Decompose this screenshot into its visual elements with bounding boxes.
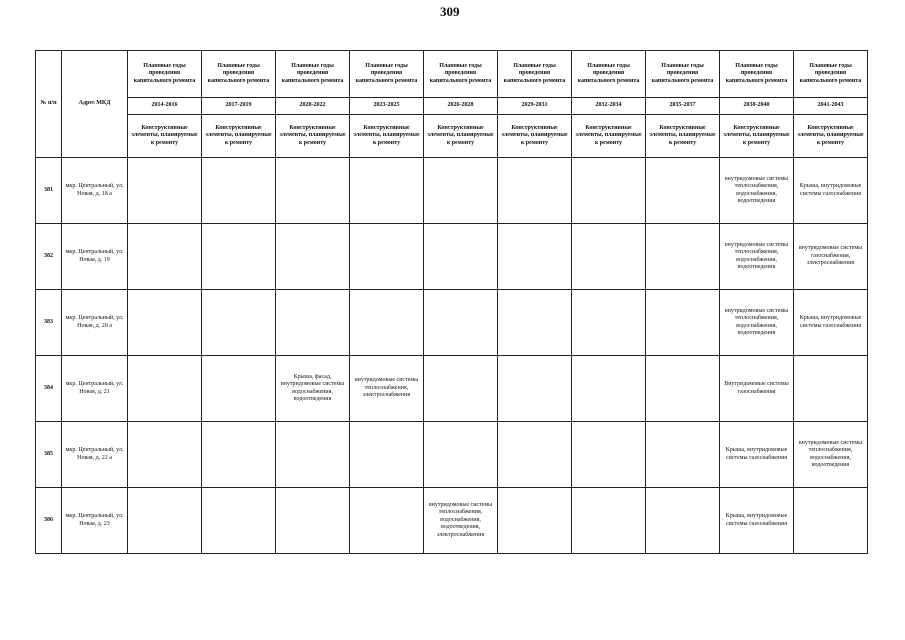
table-cell: Крыша, внутридомовые системы газоснабжения [720, 488, 794, 554]
table-cell: Крыша, внутридомовые системы газоснабжения [794, 290, 868, 356]
table-cell [202, 290, 276, 356]
table-cell [202, 356, 276, 422]
table-cell [498, 224, 572, 290]
table-cell [572, 224, 646, 290]
row-number: 382 [36, 224, 62, 290]
table-cell [350, 422, 424, 488]
table-row [36, 422, 868, 488]
table-cell: Крыша, внутридомовые системы газоснабжения [794, 158, 868, 224]
header-period-title: Плановые годы проведения капитального ремонта [202, 51, 276, 98]
table-cell [424, 356, 498, 422]
table-cell [646, 422, 720, 488]
header-period-years: 2029-2031 [498, 98, 572, 115]
header-period-title: Плановые годы проведения капитального ремонта [646, 51, 720, 98]
row-address: мкр. Центральный, ул. Новая, д. 22 а [62, 422, 128, 488]
header-elements-label: Конструктивные элементы, планируемые к ремонту [572, 115, 646, 158]
table-cell [128, 422, 202, 488]
header-row-elements [36, 115, 868, 158]
header-elements-label: Конструктивные элементы, планируемые к ремонту [128, 115, 202, 158]
table-row [36, 290, 868, 356]
header-period-title: Плановые годы проведения капитального ремонта [720, 51, 794, 98]
header-period-years: 2017-2019 [202, 98, 276, 115]
table-cell [128, 224, 202, 290]
table-cell [276, 422, 350, 488]
header-period-title: Плановые годы проведения капитального ремонта [128, 51, 202, 98]
header-address: Адрес МКД [62, 51, 128, 158]
table-cell [276, 158, 350, 224]
table-cell [276, 290, 350, 356]
table-cell [128, 488, 202, 554]
table-cell [350, 290, 424, 356]
row-address: мкр. Центральный, ул. Новая, д. 19 [62, 224, 128, 290]
table-cell [128, 290, 202, 356]
table-cell [572, 356, 646, 422]
table-cell [202, 422, 276, 488]
table-row [36, 488, 868, 554]
header-period-title: Плановые годы проведения капитального ремонта [350, 51, 424, 98]
header-elements-label: Конструктивные элементы, планируемые к ремонту [498, 115, 572, 158]
header-elements-label: Конструктивные элементы, планируемые к ремонту [350, 115, 424, 158]
table-cell [498, 488, 572, 554]
table-cell [350, 158, 424, 224]
capital-repair-plan-table [35, 50, 868, 554]
table-row [36, 224, 868, 290]
row-number: 386 [36, 488, 62, 554]
header-period-years: 2023-2025 [350, 98, 424, 115]
row-number: 385 [36, 422, 62, 488]
table-cell [498, 290, 572, 356]
table-cell [646, 224, 720, 290]
table-cell: внутридомовые системы теплоснабжения, водоснабжения, водоотведения, электроснабжения [424, 488, 498, 554]
table-cell: внутридомовые системы теплоснабжения, водоснабжения, водоотведения [720, 224, 794, 290]
table-cell [646, 356, 720, 422]
table-cell [128, 158, 202, 224]
table-cell [646, 158, 720, 224]
header-period-years: 2038-2040 [720, 98, 794, 115]
table-cell [202, 224, 276, 290]
table-cell [646, 488, 720, 554]
header-row-years [36, 98, 868, 115]
table-cell [572, 488, 646, 554]
header-period-title: Плановые годы проведения капитального ремонта [424, 51, 498, 98]
table-cell [424, 290, 498, 356]
table-cell [572, 422, 646, 488]
table-cell [572, 290, 646, 356]
table-cell [276, 488, 350, 554]
header-period-title: Плановые годы проведения капитального ремонта [572, 51, 646, 98]
table-cell: Внутридомовые системы газоснабжения [720, 356, 794, 422]
table-cell [572, 158, 646, 224]
page-number: 309 [440, 4, 460, 19]
table-cell [350, 488, 424, 554]
header-elements-label: Конструктивные элементы, планируемые к ремонту [720, 115, 794, 158]
row-address: мкр. Центральный, ул. Новая, д. 18 а [62, 158, 128, 224]
row-number: 383 [36, 290, 62, 356]
header-row-titles [36, 51, 868, 98]
header-period-title: Плановые годы проведения капитального ремонта [498, 51, 572, 98]
table-cell: Крыша, фасад, внутридомовые системы водоснабжения, водоотведения [276, 356, 350, 422]
header-period-years: 2020-2022 [276, 98, 350, 115]
table-cell [350, 224, 424, 290]
header-period-years: 2026-2028 [424, 98, 498, 115]
table-cell [646, 290, 720, 356]
table-cell [424, 158, 498, 224]
header-elements-label: Конструктивные элементы, планируемые к ремонту [646, 115, 720, 158]
header-period-years: 2032-2034 [572, 98, 646, 115]
table-cell [498, 356, 572, 422]
table-cell: внутридомовые системы газоснабжения, электроснабжения [794, 224, 868, 290]
table-cell [276, 224, 350, 290]
header-period-title: Плановые годы проведения капитального ремонта [794, 51, 868, 98]
table-cell: внутридомовые системы теплоснабжения, водоснабжения, водоотведения [794, 422, 868, 488]
table-cell [128, 356, 202, 422]
table-row [36, 356, 868, 422]
row-address: мкр. Центральный, ул. Новая, д. 20 а [62, 290, 128, 356]
header-period-years: 2035-2037 [646, 98, 720, 115]
table-row [36, 158, 868, 224]
table-cell: внутридомовые системы теплоснабжения, водоснабжения, водоотведения [720, 158, 794, 224]
table-cell [498, 422, 572, 488]
row-address: мкр. Центральный, ул. Новая, д. 23 [62, 488, 128, 554]
row-number: 384 [36, 356, 62, 422]
table-cell [424, 422, 498, 488]
header-period-years: 2014-2016 [128, 98, 202, 115]
row-address: мкр. Центральный, ул. Новая, д. 21 [62, 356, 128, 422]
header-elements-label: Конструктивные элементы, планируемые к ремонту [202, 115, 276, 158]
table-cell: Крыша, внутридомовые системы газоснабжения [720, 422, 794, 488]
table-cell: внутридомовые системы теплоснабжения, водоснабжения, водоотведения [720, 290, 794, 356]
header-elements-label: Конструктивные элементы, планируемые к ремонту [794, 115, 868, 158]
header-elements-label: Конструктивные элементы, планируемые к ремонту [424, 115, 498, 158]
header-elements-label: Конструктивные элементы, планируемые к ремонту [276, 115, 350, 158]
header-period-title: Плановые годы проведения капитального ремонта [276, 51, 350, 98]
header-period-years: 2041-2043 [794, 98, 868, 115]
table-cell [424, 224, 498, 290]
table-cell [794, 488, 868, 554]
table-cell [794, 356, 868, 422]
table-cell [498, 158, 572, 224]
table-cell: внутридомовые системы теплоснабжения, электроснабжения [350, 356, 424, 422]
row-number: 381 [36, 158, 62, 224]
table-cell [202, 488, 276, 554]
table-cell [202, 158, 276, 224]
header-number: № п/п [36, 51, 62, 158]
